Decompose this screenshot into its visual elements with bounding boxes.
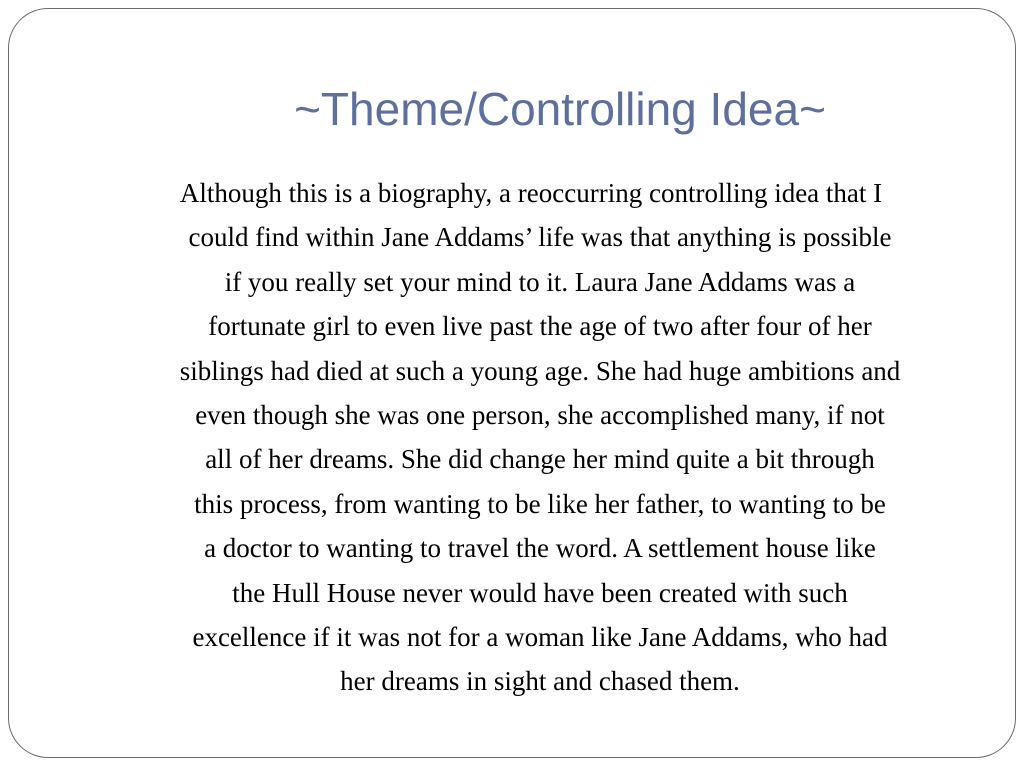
body-line: fortunate girl to even live past the age of two after four of her [208,311,872,342]
body-line: Although this is a biography, a reoccurring controlling idea that I [179,178,883,208]
body-line: could find within Jane Addams’ life was that anything is possible [188,222,892,253]
body-line: all of her dreams. She did change her mind quite a bit through [205,444,875,475]
slide-body-text [90,171,980,704]
body-line: a doctor to wanting to travel the word. A settlement house like [204,533,876,564]
body-line: if you really set your mind to it. Laura Jane Addams was a [224,266,856,297]
body-line: the Hull House never would have been created with such [232,577,848,608]
body-line: her dreams in sight and chased them. [340,666,740,697]
body-line: this process, from wanting to be like her father, to wanting to be [194,488,886,519]
slide-title: ~Theme/Controlling Idea~ [294,83,826,135]
body-line: excellence if it was not for a woman like Jane Addams, who had [192,622,888,653]
body-line: even though she was one person, she accomplished many, if not [195,400,885,431]
body-line: siblings had died at such a young age. She had huge ambitions and [179,355,901,386]
